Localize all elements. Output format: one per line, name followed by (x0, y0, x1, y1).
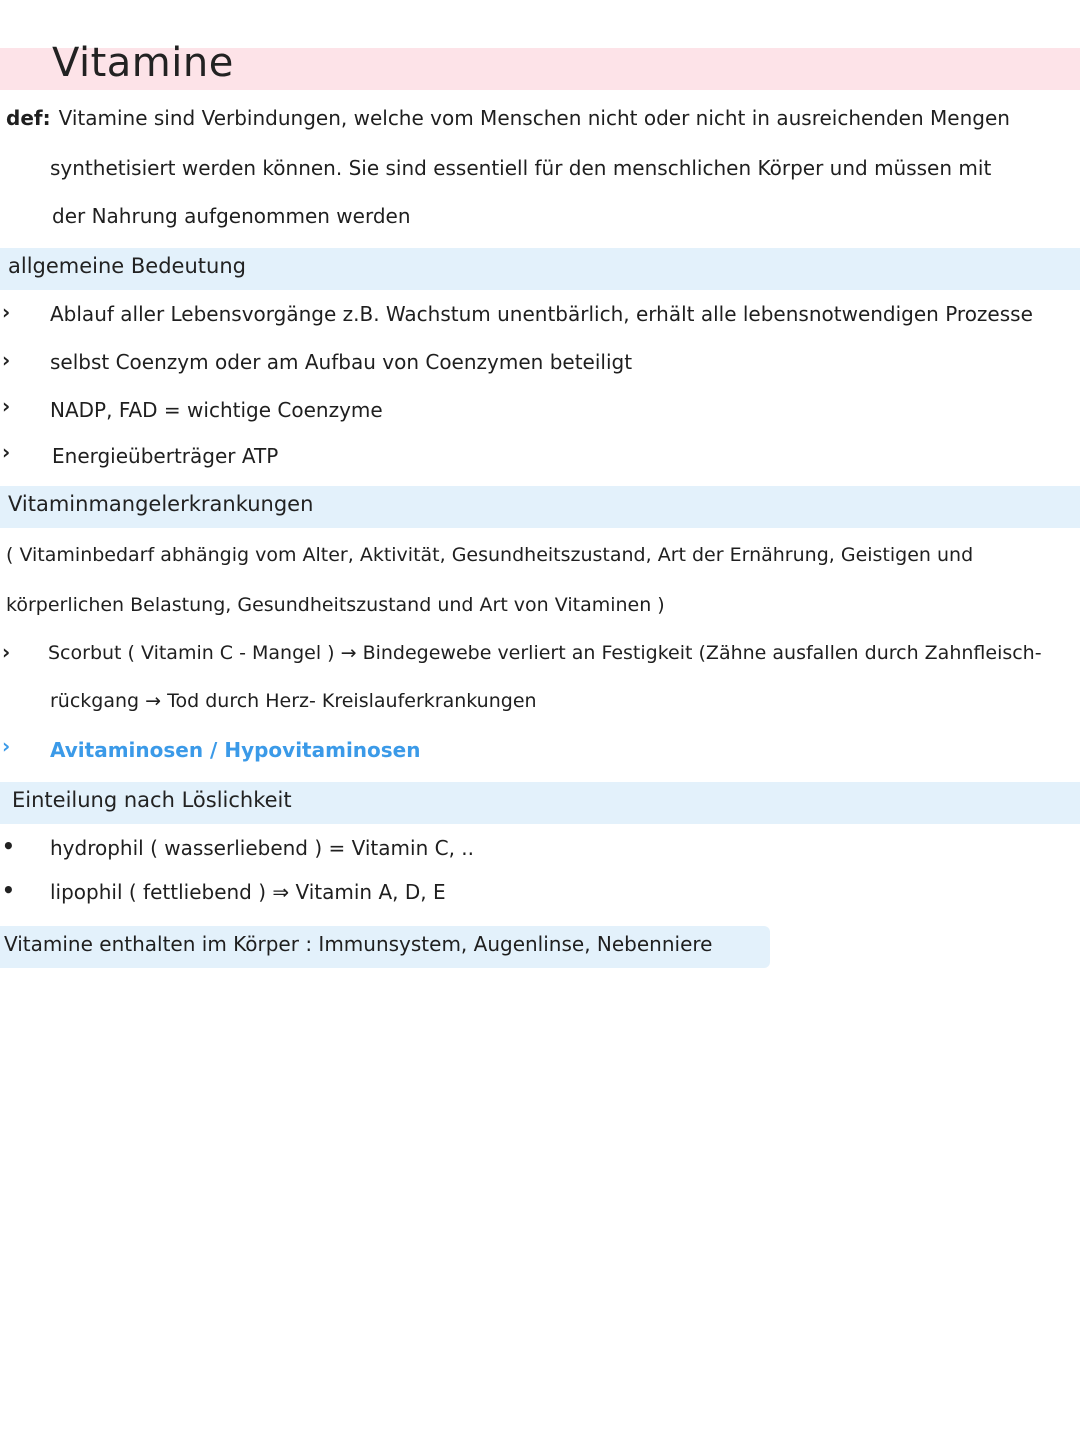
list-item-scorbut-1: Scorbut ( Vitamin C - Mangel ) → Bindegewebe verliert an Festigkeit (Zähne ausfallen durch Zahnfleisch- (48, 642, 1042, 664)
list-item-hydrophil: hydrophil ( wasserliebend ) = Vitamin C, .. (50, 836, 474, 860)
footer-text: Vitamine enthalten im Körper : Immunsystem, Augenlinse, Nebenniere (4, 932, 713, 956)
definition-text-1: Vitamine sind Verbindungen, welche vom Menschen nicht oder nicht in ausreichenden Mengen (58, 106, 1010, 130)
note-line-1: ( Vitaminbedarf abhängig vom Alter, Aktivität, Gesundheitszustand, Art der Ernährung, Geistigen und (6, 544, 974, 566)
bullet-icon: › (2, 440, 11, 464)
definition-line-3: der Nahrung aufgenommen werden (52, 204, 411, 228)
bullet-icon: › (2, 640, 11, 664)
page-title: Vitamine (52, 40, 234, 86)
list-item: selbst Coenzym oder am Aufbau von Coenzymen beteiligt (50, 350, 633, 374)
bullet-icon: › (2, 300, 11, 324)
bullet-icon: › (2, 734, 11, 758)
list-item-lipophil: lipophil ( fettliebend ) ⇒ Vitamin A, D, E (50, 880, 446, 904)
section-heading-bedeutung: allgemeine Bedeutung (8, 254, 246, 278)
list-item: Energieüberträger ATP (52, 444, 279, 468)
bullet-icon: • (2, 878, 15, 902)
list-item-scorbut-2: rückgang → Tod durch Herz- Kreislauferkrankungen (50, 690, 537, 712)
section-heading-loeslichkeit: Einteilung nach Löslichkeit (12, 788, 292, 812)
definition-line-1 (6, 106, 1010, 130)
section-heading-mangel: Vitaminmangelerkrankungen (8, 492, 314, 516)
list-item-avitaminosen: Avitaminosen / Hypovitaminosen (50, 738, 421, 762)
definition-label: def: (6, 106, 51, 130)
note-line-2: körperlichen Belastung, Gesundheitszustand und Art von Vitaminen ) (6, 594, 665, 616)
list-item: Ablauf aller Lebensvorgänge z.B. Wachstum unentbärlich, erhält alle lebensnotwendigen Prozesse (50, 302, 1033, 326)
list-item: NADP, FAD = wichtige Coenzyme (50, 398, 383, 422)
bullet-icon: • (2, 834, 15, 858)
bullet-icon: › (2, 394, 11, 418)
definition-line-2: synthetisiert werden können. Sie sind essentiell für den menschlichen Körper und müssen mit (50, 156, 992, 180)
bullet-icon: › (2, 348, 11, 372)
